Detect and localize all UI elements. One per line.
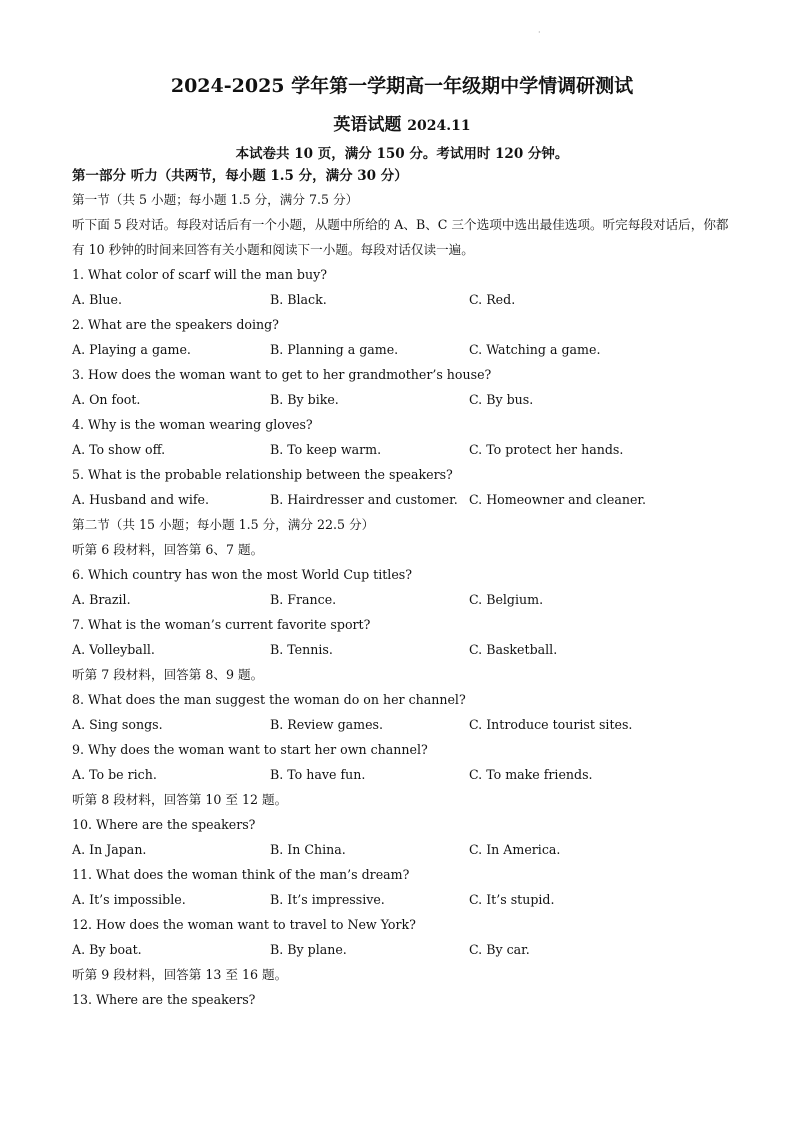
- material-instruction: 听第 7 段材料，回答第 8、9 题。: [72, 667, 264, 682]
- question-options: [72, 587, 732, 612]
- option-c: C. It’s stupid.: [469, 892, 555, 907]
- option-b: B. Black.: [270, 292, 327, 307]
- option-a: A. Sing songs.: [72, 717, 163, 732]
- exam-info: 本试卷共 10 页，满分 150 分。考试用时 120 分钟。: [235, 146, 569, 162]
- option-c: C. To make friends.: [469, 767, 593, 782]
- question-stem: 2. What are the speakers doing?: [72, 317, 279, 332]
- question-stem: 8. What does the man suggest the woman do on her channel?: [72, 692, 466, 707]
- option-b: B. To keep warm.: [270, 442, 382, 457]
- material-instruction: 听第 9 段材料，回答第 13 至 16 题。: [72, 967, 288, 982]
- question-options: [72, 287, 732, 312]
- option-c: C. Basketball.: [469, 642, 558, 657]
- question-options: [72, 637, 732, 662]
- option-b: B. In China.: [270, 842, 346, 857]
- option-c: C. Introduce tourist sites.: [469, 717, 633, 732]
- section2-title: 第二节（共 15 小题；每小题 1.5 分，满分 22.5 分）: [72, 517, 375, 532]
- material-instruction: 听第 8 段材料，回答第 10 至 12 题。: [72, 792, 288, 807]
- subject-title: [72, 112, 732, 139]
- option-a: A. Husband and wife.: [72, 492, 210, 507]
- option-c: C. Red.: [469, 292, 516, 307]
- question-options: [72, 337, 732, 362]
- question-options: [72, 387, 732, 412]
- question-stem: 13. Where are the speakers?: [72, 992, 256, 1007]
- question-options: [72, 712, 732, 737]
- question-stem: 9. Why does the woman want to start her own channel?: [72, 742, 428, 757]
- option-c: C. By bus.: [469, 392, 534, 407]
- option-a: A. On foot.: [72, 392, 141, 407]
- part1-title: 第一部分 听力（共两节，每小题 1.5 分，满分 30 分）: [72, 168, 408, 184]
- question-stem: 1. What color of scarf will the man buy?: [72, 267, 327, 282]
- option-c: C. Belgium.: [469, 592, 544, 607]
- option-b: B. By bike.: [270, 392, 339, 407]
- option-c: C. Watching a game.: [469, 342, 601, 357]
- option-c: C. To protect her hands.: [469, 442, 624, 457]
- question-stem: 12. How does the woman want to travel to New York?: [72, 917, 416, 932]
- option-a: A. Volleyball.: [72, 642, 155, 657]
- question-options: [72, 937, 732, 962]
- material-instruction: 听第 6 段材料，回答第 6、7 题。: [72, 542, 264, 557]
- option-b: B. France.: [270, 592, 337, 607]
- option-c: C. By car.: [469, 942, 530, 957]
- option-a: A. To show off.: [72, 442, 166, 457]
- option-a: A. To be rich.: [72, 767, 157, 782]
- question-stem: 10. Where are the speakers?: [72, 817, 256, 832]
- section1-instructions: 听下面 5 段对话。每段对话后有一个小题，从题中所给的 A、B、C 三个选项中选出最佳选项。听完每段对话后，你都有 10 秒钟的时间来回答有关小题和阅读下一小题。每段对话仅读一遍。: [72, 217, 729, 257]
- exam-date: 2024.11: [407, 118, 471, 134]
- question-stem: 11. What does the woman think of the man’s dream?: [72, 867, 410, 882]
- question-options: [72, 762, 732, 787]
- option-a: A. It’s impossible.: [72, 892, 186, 907]
- option-b: B. Tennis.: [270, 642, 333, 657]
- option-c: C. Homeowner and cleaner.: [469, 492, 647, 507]
- question-stem: 6. Which country has won the most World Cup titles?: [72, 567, 413, 582]
- option-a: A. In Japan.: [72, 842, 147, 857]
- option-a: A. Playing a game.: [72, 342, 191, 357]
- option-a: A. Brazil.: [72, 592, 131, 607]
- option-b: B. Hairdresser and customer.: [270, 492, 458, 507]
- question-options: [72, 837, 732, 862]
- question-stem: 5. What is the probable relationship between the speakers?: [72, 467, 453, 482]
- option-b: B. To have fun.: [270, 767, 366, 782]
- option-a: A. By boat.: [72, 942, 142, 957]
- option-b: B. By plane.: [270, 942, 347, 957]
- question-options: [72, 437, 732, 462]
- corner-mark: ·: [538, 28, 541, 37]
- option-b: B. It’s impressive.: [270, 892, 385, 907]
- question-options: [72, 887, 732, 912]
- option-c: C. In America.: [469, 842, 561, 857]
- option-b: B. Planning a game.: [270, 342, 399, 357]
- option-a: A. Blue.: [72, 292, 122, 307]
- question-stem: 3. How does the woman want to get to her grandmother’s house?: [72, 367, 492, 382]
- question-stem: 4. Why is the woman wearing gloves?: [72, 417, 313, 432]
- exam-page: [72, 62, 732, 1012]
- exam-title: 2024-2025 学年第一学期高一年级期中学情调研测试: [170, 75, 634, 97]
- question-stem: 7. What is the woman’s current favorite sport?: [72, 617, 371, 632]
- section1-title: 第一节（共 5 小题；每小题 1.5 分，满分 7.5 分）: [72, 192, 359, 207]
- subject-name: 英语试题: [333, 115, 402, 135]
- option-b: B. Review games.: [270, 717, 384, 732]
- question-options: [72, 487, 732, 512]
